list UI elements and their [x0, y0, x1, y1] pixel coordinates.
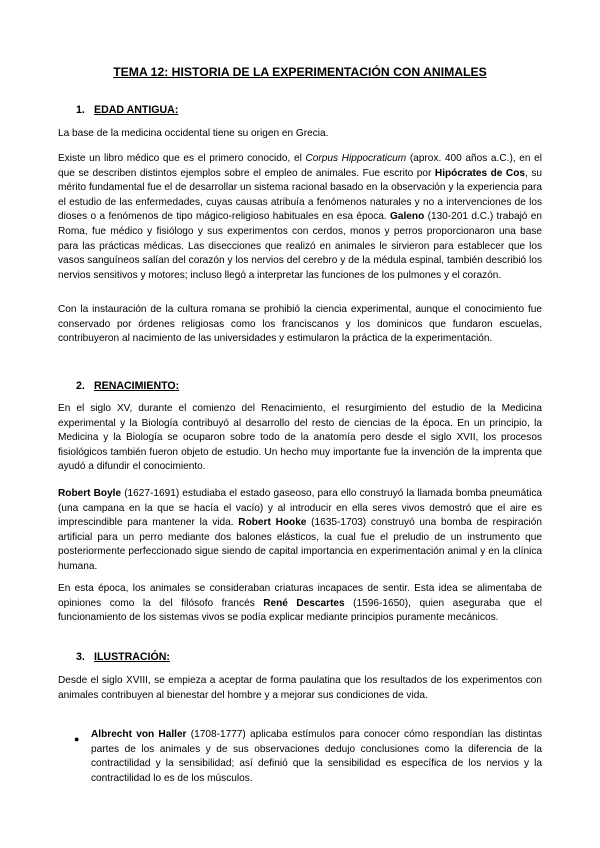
person-name: Robert Boyle	[58, 488, 122, 499]
person-name: Robert Hooke	[238, 517, 307, 529]
paragraph: Con la instauración de la cultura romana se prohibió la ciencia experimental, aunque el conocimiento fue conservado por órdenes religiosas como los franciscanos y los dominicos que fundaron escuelas, contribuyeron al nacimiento de las universidades y estimularon la práctica de la experimentación.	[58, 304, 542, 345]
person-name: Galeno	[390, 211, 425, 223]
section-heading-edad-antigua	[76, 104, 178, 116]
section-number: 1.	[76, 104, 85, 116]
paragraph: En el siglo XV, durante el comienzo del Renacimiento, el resurgimiento del estudio de la Medicina experimental y la Biología contribuyó al desarrollo del resto de ciencias de la época. En un principio, la Medicina y la Biología se ocuparon sobre todo de la anatomía pero desde el siglo XVII, los procesos fisiológicos también fueron objeto de estudio. Un hecho muy importante fue la invención de la imprenta que ayudó a difundir el conocimiento.	[58, 403, 542, 473]
paragraph: Robert Boyle (1627-1691) estudiaba el estado gaseoso, para ello construyó la llamada bomba pneumática (una campana en la que se hacía el vacío) y al introducir en ella seres vivos demostró que el aire es imprescindible para mantener la vida. Robert Hooke (1635-1703) construyó una bomba de respiración artificial para un perro mediante dos balones elásticos, la cual fue el preludio de un instrumento que posteriormente perfeccionado sigue siendo de capital importancia en experimentación animal y en la clínica humana.	[58, 488, 542, 572]
paragraph: Existe un libro médico que es el primero conocido, el Corpus Hippocraticum (aprox. 400 años a.C.), en el que se describen distintos ejemplos sobre el empleo de animales. Fue escrito por Hipócrates de Cos, su mérito fundamental fue el de desarrollar un sistema racional basado en la observación y la experiencia para el estudio de las enfermedades, cuyas causas atribuía a fenómenos naturales y no a intervenciones de los dioses o a fenómenos de tipo mágico-religioso habituales en esa época. Galeno (130-201 d.C.) trabajó en Roma, fue médico y fisiólogo y sus experimentos con cerdos, monos y perros proporcionaron una base para las prácticas médicas. Las disecciones que realizó en animales le sirvieron para establecer que los vasos sanguíneos salían del corazón y los nervios del cerebro y de la médula espinal, también describió los nervios sensitivos y motores; incluso llegó a interpretar las funciones de los pulmones y el corazón.	[58, 153, 542, 281]
section-title: ILUSTRACIÓN:	[94, 651, 170, 663]
book-title: Corpus Hippocraticum	[305, 153, 407, 164]
section-title: RENACIMIENTO:	[94, 380, 180, 392]
section-number: 3.	[76, 651, 85, 663]
person-name: Hipócrates de Cos	[434, 167, 525, 179]
section-heading-renacimiento	[76, 380, 179, 392]
bullet-icon: ●	[74, 734, 80, 744]
paragraph: En esta época, los animales se consideraban criaturas incapaces de sentir. Esta idea se alimentaba de opiniones como la del filósofo francés René Descartes (1596-1650), quien aseguraba que el funcionamiento de los sistemas vivos se podía explicar mediante principios puramente mecánicos.	[58, 583, 543, 624]
bullet-paragraph: Albrecht von Haller (1708-1777) aplicaba estímulos para conocer cómo respondían las distintas partes de los animales y de sus observaciones dedujo conclusiones como la diferencia de la contractilidad y la sensibilidad; así definió que la sensibilidad es específica de los nervios y la contractilidad lo es de los músculos.	[91, 729, 542, 784]
paragraph: La base de la medicina occidental tiene su origen en Grecia.	[58, 128, 329, 139]
person-name: René Descartes	[263, 597, 345, 609]
section-number: 2.	[76, 380, 85, 392]
section-title: EDAD ANTIGUA:	[94, 104, 179, 116]
person-name: Albrecht von Haller	[91, 729, 187, 740]
section-heading-ilustracion	[76, 651, 170, 663]
page-title: TEMA 12: HISTORIA DE LA EXPERIMENTACIÓN CON ANIMALES	[113, 65, 487, 79]
paragraph: Desde el siglo XVIII, se empieza a aceptar de forma paulatina que los resultados de los experimentos con animales contribuyen al bienestar del hombre y a mejorar sus condiciones de vida.	[58, 675, 542, 701]
